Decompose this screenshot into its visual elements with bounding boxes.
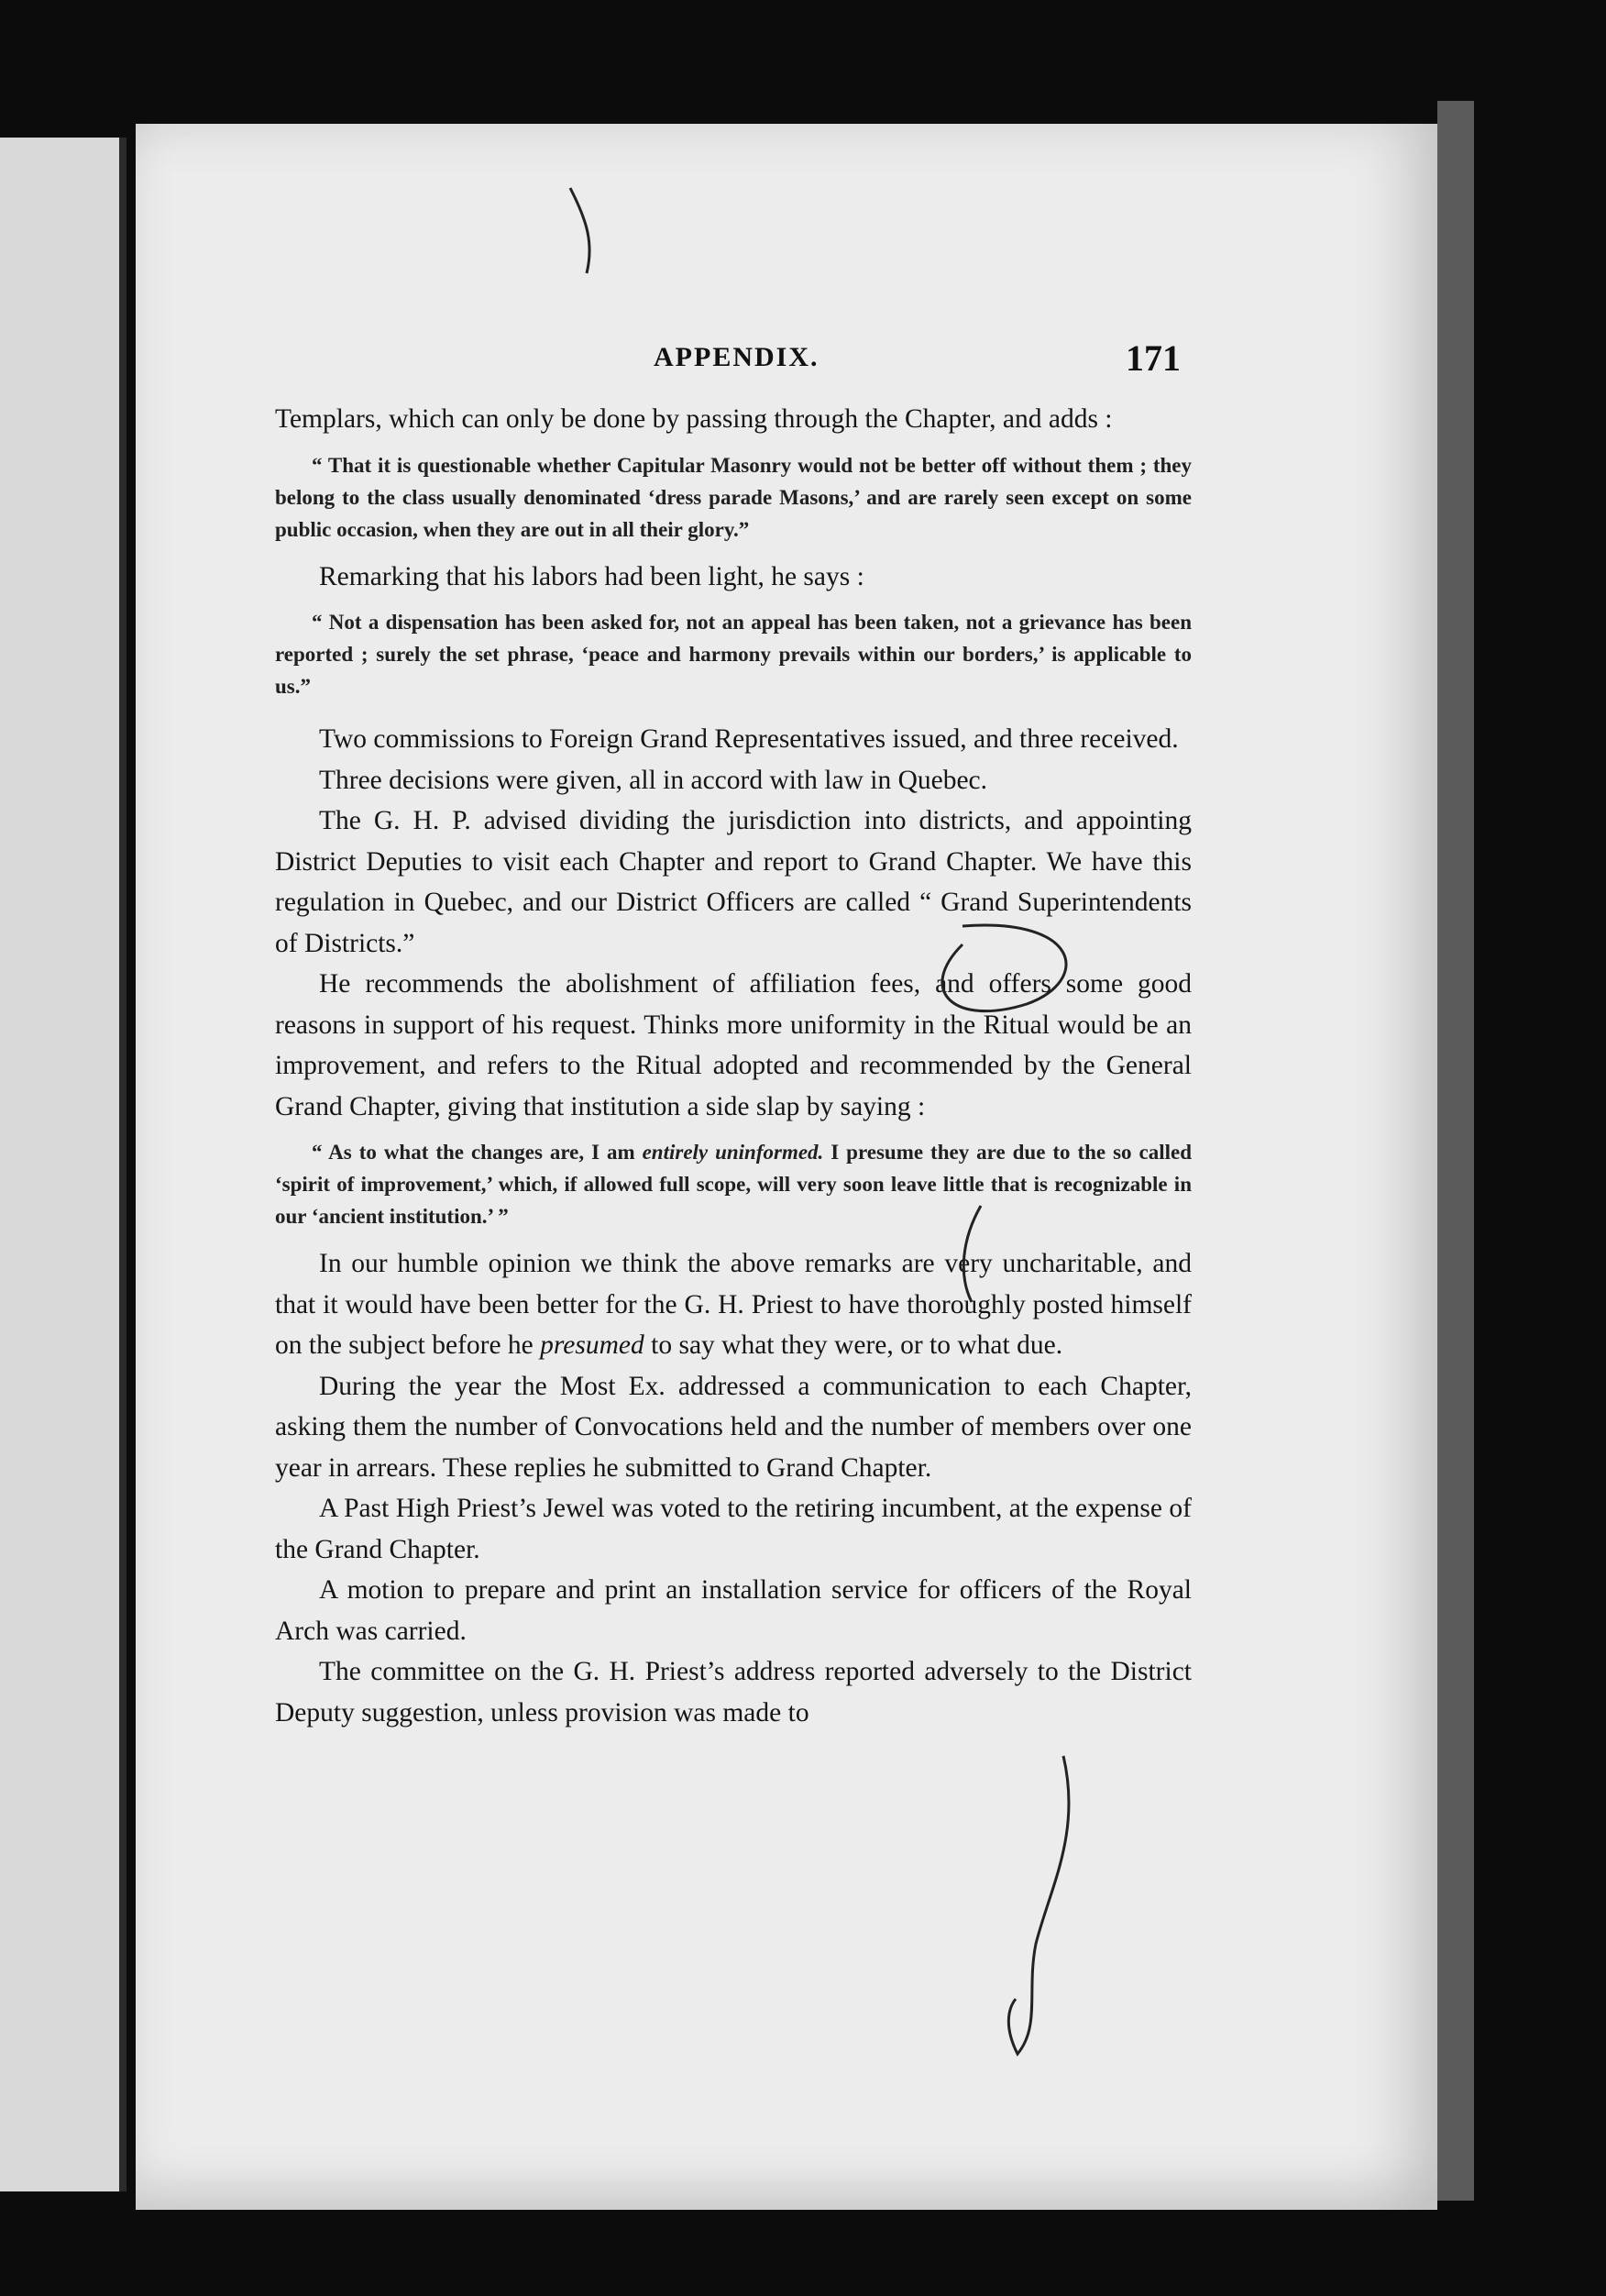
paragraph: The committee on the G. H. Priest’s address reported adversely to the District Deputy suggestion, unless provision was made to [275, 1657, 1192, 1728]
paragraph: A motion to prepare and print an installation service for officers of the Royal Arch was carried. [275, 1575, 1192, 1646]
quote-emphasis: entirely uninformed. [642, 1141, 824, 1164]
block-quote [275, 1136, 1192, 1232]
quote-text: “ As to what the changes are, I am [312, 1141, 643, 1164]
paragraph: The G. H. P. advised dividing the jurisdiction into districts, and appointing District Deputies to visit each Chapter and report to Grand Chapter. We have this regulation in Quebec, and our District Officers are called “ Grand Superintendents of Districts.” [275, 806, 1192, 958]
page-header [136, 337, 1437, 392]
paragraph: A Past High Priest’s Jewel was voted to the retiring incumbent, at the expense of the Grand Chapter. [275, 1494, 1192, 1564]
paragraph-text: In our humble opinion we think the above remarks are very uncharitable, and that it would have been better for the G. H. Priest to have thoroughly posted himself on the subject before he [275, 1249, 1192, 1360]
body-text [275, 399, 1192, 1733]
block-quote: “ Not a dispensation has been asked for, not an appeal has been taken, not a grievance has been reported ; surely the set phrase, ‘peace and harmony prevails within our borders,’ is applicable to us.” [275, 611, 1192, 698]
running-title: APPENDIX. [654, 342, 820, 372]
facing-page-edge [0, 138, 119, 2191]
page-number: 171 [1126, 337, 1181, 379]
book-gutter [119, 138, 126, 2191]
paragraph: Templars, which can only be done by passing through the Chapter, and adds : [275, 404, 1113, 434]
paragraph: Remarking that his labors had been light, he says : [319, 561, 864, 591]
paragraph [275, 1243, 1192, 1366]
block-quote: “ That it is questionable whether Capitular Masonry would not be better off without them ; they belong to the class usually denominated ‘dress parade Masons,’ and are rarely seen except on some public occasion, when they are out in all their glory.” [275, 453, 1192, 541]
quote-text: I presume they are due to the so called ‘spirit of improvement,’ which, if allowed full scope, will very soon leave little that is recognizable in our ‘ancient institution.’ ” [275, 1141, 1192, 1228]
paragraph: During the year the Most Ex. addressed a communication to each Chapter, asking them the number of Convocations held and the number of members over one year in arrears. These replies he submitted to Grand Chapter. [275, 1371, 1192, 1483]
paragraph: Three decisions were given, all in accord with law in Quebec. [319, 765, 988, 795]
paragraph-text: to say what they were, or to what due. [644, 1330, 1063, 1360]
page-fore-edge [1437, 101, 1474, 2201]
paragraph: He recommends the abolishment of affiliation fees, and offers some good reasons in support of his request. Thinks more uniformity in the Ritual would be an improvement, and refers to the Ritual adopted and recommended by the General Grand Chapter, giving that institution a side slap by saying : [275, 969, 1192, 1121]
paragraph: Two commissions to Foreign Grand Representatives issued, and three received. [319, 724, 1179, 754]
book-page [136, 124, 1437, 2210]
paragraph-emphasis: presumed [540, 1330, 644, 1360]
